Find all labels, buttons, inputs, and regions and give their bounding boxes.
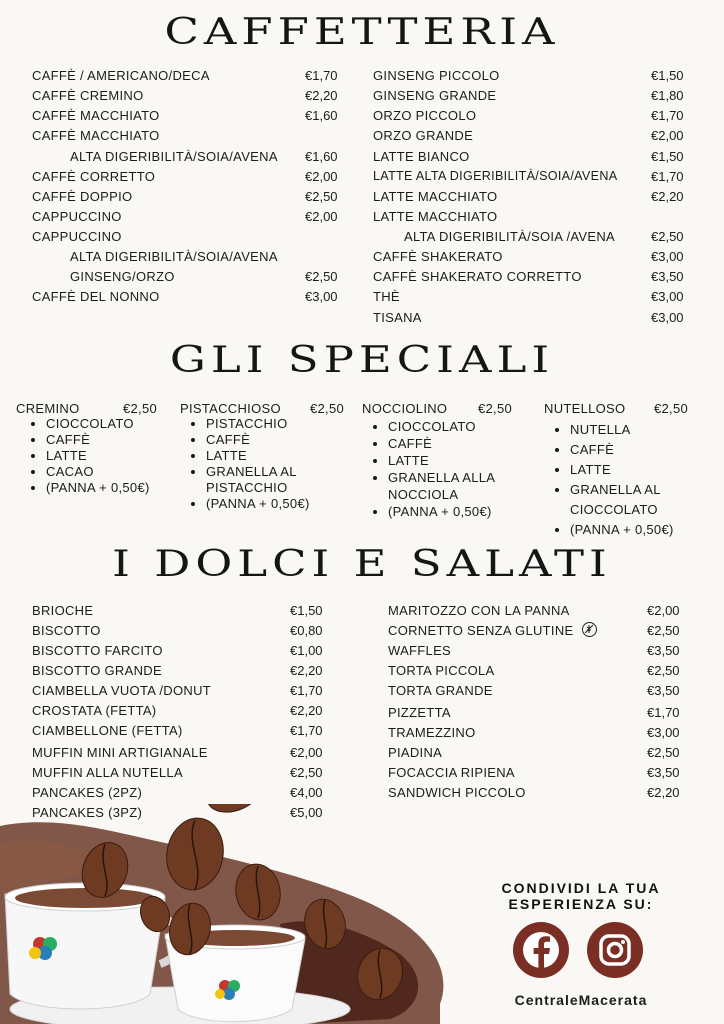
menu-item-name: ALTA DIGERIBILITÀ/SOIA/AVENA (70, 249, 278, 264)
menu-item-name: LATTE MACCHIATO (373, 209, 498, 224)
menu-item-price: €1,70 (647, 705, 680, 720)
menu-item-price: €1,50 (290, 603, 323, 618)
menu-item-name: MUFFIN ALLA NUTELLA (32, 765, 183, 780)
menu-item-price: €1,70 (651, 108, 684, 123)
menu-item-price: €1,70 (290, 683, 323, 698)
menu-item-price: €3,00 (651, 249, 684, 264)
menu-item-price: €3,50 (647, 643, 680, 658)
menu-item-name: CAFFÈ MACCHIATO (32, 128, 160, 143)
menu-item-price: €3,00 (647, 725, 680, 740)
special-price: €2,50 (310, 401, 345, 416)
menu-item-price: €2,50 (290, 765, 323, 780)
ingredient: • CIOCCOLATO (46, 416, 171, 432)
menu-item-name: MUFFIN MINI ARTIGIANALE (32, 745, 208, 760)
menu-item-price: €2,50 (651, 229, 684, 244)
special-name: CREMINO (16, 401, 80, 416)
menu-item-name: SANDWICH PICCOLO (388, 785, 526, 800)
menu-item-name: PIADINA (388, 745, 443, 760)
special-item (16, 401, 171, 496)
special-item (544, 401, 704, 540)
menu-item-name: BRIOCHE (32, 603, 94, 618)
special-item (362, 401, 532, 520)
menu-item-name: CAPPUCCINO (32, 209, 122, 224)
menu-item-price: €2,00 (305, 209, 338, 224)
ingredient: • GRANELLA AL PISTACCHIO (206, 464, 316, 496)
menu-item-name: ALTA DIGERIBILITÀ/SOIA/AVENA (70, 149, 278, 164)
menu-item-name: MARITOZZO CON LA PANNA (388, 603, 570, 618)
menu-item-name: CORNETTO SENZA GLUTINE (388, 623, 574, 638)
menu-item-price: €1,70 (305, 68, 338, 83)
menu-item-price: €2,50 (305, 189, 338, 204)
menu-item-name: GINSENG PICCOLO (373, 68, 500, 83)
ingredient: • CIOCCOLATO (388, 418, 532, 435)
menu-item-price: €3,50 (647, 683, 680, 698)
menu-item-name: PANCAKES (3PZ) (32, 805, 143, 820)
menu-item-price: €1,60 (305, 108, 338, 123)
ingredient: • CAFFÈ (46, 432, 171, 448)
menu-item-price: €4,00 (290, 785, 323, 800)
ingredient: • LATTE (570, 460, 704, 480)
menu-item-name: CAFFÈ SHAKERATO (373, 249, 503, 264)
ingredient: • NUTELLA (570, 420, 704, 440)
menu-item-price: €1,50 (651, 149, 684, 164)
menu-item-price: €2,20 (290, 703, 323, 718)
ingredient: • (PANNA + 0,50€) (206, 496, 355, 512)
menu-item-price: €2,00 (651, 128, 684, 143)
dolci-title: I DOLCI E SALATI (112, 544, 612, 585)
special-item (180, 401, 355, 512)
ingredient: • GRANELLA ALLA NOCCIOLA (388, 469, 508, 503)
menu-item-price: €2,50 (305, 269, 338, 284)
special-name: NOCCIOLINO (362, 401, 448, 416)
menu-item-price: €1,60 (305, 149, 338, 164)
menu-item-name: CAPPUCCINO (32, 229, 122, 244)
special-name: PISTACCHIOSO (180, 401, 281, 416)
social-handle[interactable]: CentraleMacerata (514, 992, 648, 1008)
menu-item-name: PIZZETTA (388, 705, 451, 720)
menu-item-name: TORTA GRANDE (388, 683, 493, 698)
facebook-icon[interactable] (513, 922, 569, 978)
menu-item-price: €2,50 (647, 745, 680, 760)
menu-item-price: €2,20 (305, 88, 338, 103)
caffetteria-title: CAFFETTERIA (164, 12, 560, 53)
menu-item-name: CAFFÈ CREMINO (32, 88, 144, 103)
menu-item-name: CIAMBELLONE (FETTA) (32, 723, 183, 738)
menu-item-name: BISCOTTO (32, 623, 101, 638)
menu-item-name: THÈ (373, 289, 400, 304)
gluten-free-icon (582, 622, 597, 637)
menu-item-name: CAFFÈ CORRETTO (32, 169, 156, 184)
menu-item-price: €2,50 (647, 663, 680, 678)
menu-item-price: €1,70 (290, 723, 323, 738)
menu-item-name: TISANA (373, 310, 422, 325)
menu-item-price: €2,00 (647, 603, 680, 618)
special-name: NUTELLOSO (544, 401, 626, 416)
menu-item-price: €1,80 (651, 88, 684, 103)
instagram-icon[interactable] (587, 922, 643, 978)
menu-item-name: LATTE ALTA DIGERIBILITÀ/SOIA/AVENA (373, 169, 618, 183)
menu-item-name: LATTE MACCHIATO (373, 189, 498, 204)
menu-item-name: CAFFÈ DEL NONNO (32, 289, 160, 304)
ingredient: • LATTE (46, 448, 171, 464)
menu-item-name: CIAMBELLA VUOTA /DONUT (32, 683, 212, 698)
ingredient: • (PANNA + 0,50€) (388, 503, 532, 520)
menu-item-name: LATTE BIANCO (373, 149, 470, 164)
menu-item-price: €2,50 (647, 623, 680, 638)
menu-item-price: €0,80 (290, 623, 323, 638)
menu-item-price: €1,70 (651, 169, 684, 184)
menu-item-name: CAFFÈ MACCHIATO (32, 108, 160, 123)
special-price: €2,50 (478, 401, 513, 416)
menu-item-name: BISCOTTO FARCITO (32, 643, 163, 658)
ingredient: • LATTE (206, 448, 355, 464)
menu-item-name: GINSENG GRANDE (373, 88, 497, 103)
ingredient: • CAFFÈ (388, 435, 532, 452)
menu-item-name: BISCOTTO GRANDE (32, 663, 162, 678)
menu-item-price: €3,50 (651, 269, 684, 284)
menu-item-price: €3,00 (651, 289, 684, 304)
menu-item-name: WAFFLES (388, 643, 452, 658)
menu-item-name: ALTA DIGERIBILITÀ/SOIA /AVENA (404, 229, 615, 244)
social-title (470, 880, 692, 912)
menu-item-price: €1,50 (651, 68, 684, 83)
menu-item-price: €3,00 (651, 310, 684, 325)
menu-item-price: €3,50 (647, 765, 680, 780)
menu-item-name: ORZO GRANDE (373, 128, 474, 143)
menu-item-name: TORTA PICCOLA (388, 663, 495, 678)
special-price: €2,50 (123, 401, 158, 416)
menu-item-price: €2,20 (651, 189, 684, 204)
ingredient: • GRANELLA AL CIOCCOLATO (570, 480, 685, 520)
menu-item-price: €2,20 (647, 785, 680, 800)
ingredient: • CACAO (46, 464, 171, 480)
menu-item-price: €2,20 (290, 663, 323, 678)
menu-item-price: €3,00 (305, 289, 338, 304)
menu-item-price: €5,00 (290, 805, 323, 820)
social-title-line: ESPERIENZA SU: (508, 896, 654, 912)
coffee-cups-illustration (0, 804, 470, 1024)
menu-item-name: CROSTATA (FETTA) (32, 703, 157, 718)
ingredient: • PISTACCHIO (206, 416, 355, 432)
menu-item-name: CAFFÈ / AMERICANO/DECA (32, 68, 210, 83)
menu-item-price: €1,00 (290, 643, 323, 658)
ingredient: • CAFFÈ (206, 432, 355, 448)
ingredient: • (PANNA + 0,50€) (46, 480, 171, 496)
menu-item-name: PANCAKES (2PZ) (32, 785, 143, 800)
menu-item-name: ORZO PICCOLO (373, 108, 477, 123)
menu-item-name: TRAMEZZINO (388, 725, 476, 740)
menu-item-name: FOCACCIA RIPIENA (388, 765, 515, 780)
menu-item-name: CAFFÈ DOPPIO (32, 189, 133, 204)
ingredient: • CAFFÈ (570, 440, 704, 460)
speciali-title: GLI SPECIALI (169, 340, 555, 381)
ingredient: • LATTE (388, 452, 532, 469)
ingredient: • (PANNA + 0,50€) (570, 520, 704, 540)
social-title-line: CONDIVIDI LA TUA (501, 880, 661, 896)
menu-item-price: €2,00 (305, 169, 338, 184)
menu-item-name: GINSENG/ORZO (70, 269, 175, 284)
menu-item-price: €2,00 (290, 745, 323, 760)
special-price: €2,50 (654, 401, 689, 416)
menu-item-name: CAFFÈ SHAKERATO CORRETTO (373, 269, 582, 284)
